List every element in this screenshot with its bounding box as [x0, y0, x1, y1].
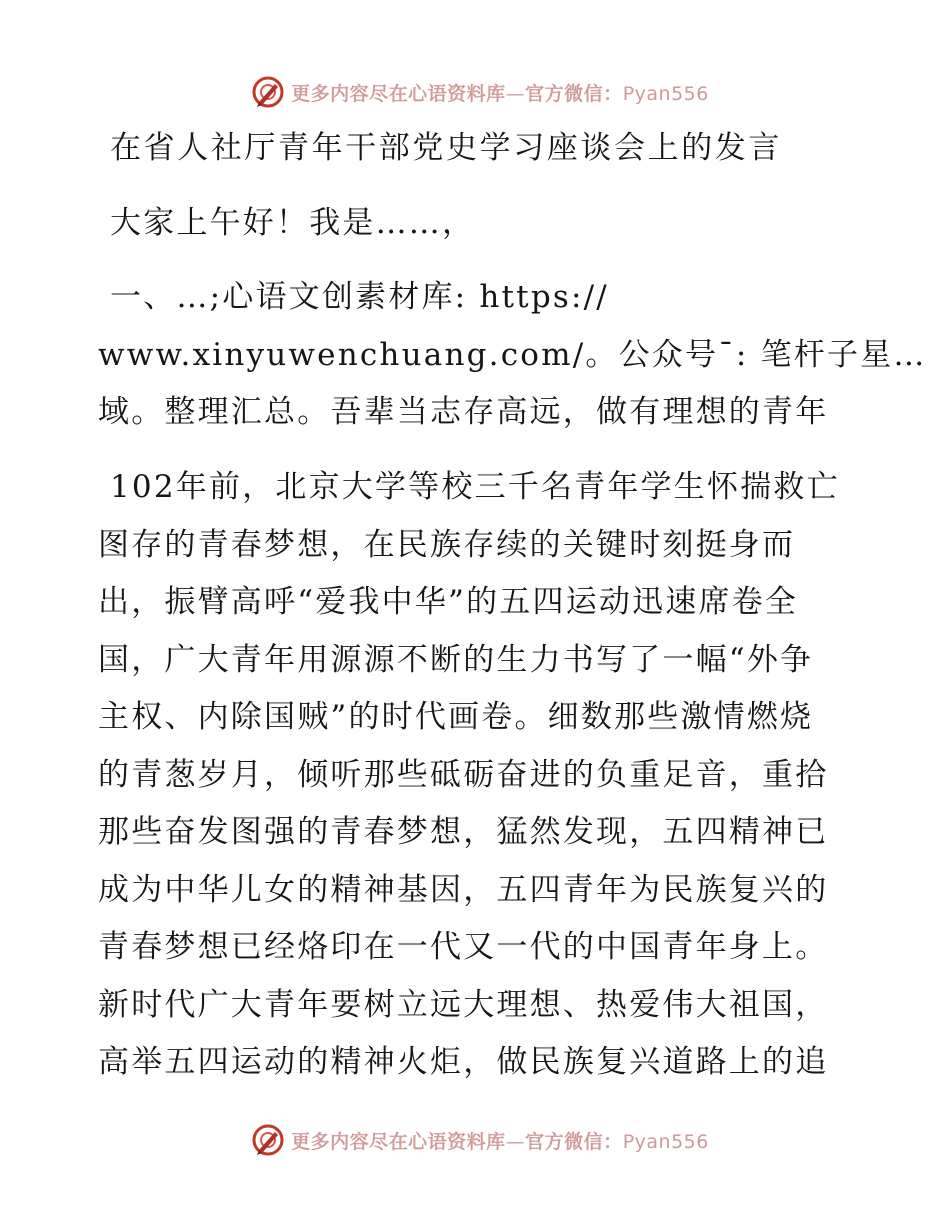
- body-line-1: 一、…;心语文创素材库: https://: [110, 279, 609, 315]
- header-banner-wechat-id: Pyan556: [622, 82, 709, 105]
- footer-banner-text: [291, 1127, 709, 1154]
- body-line-4: 102年前，北京大学等校三千名青年学生怀揣救亡: [110, 469, 840, 505]
- body-line-12: 青春梦想已经烙印在一代又一代的中国青年身上。: [98, 929, 829, 965]
- body-line-13: 新时代广大青年要树立远大理想、热爱伟大祖国，: [98, 987, 829, 1023]
- body-line-6: 出，振臂高呼“爱我中华”的五四运动迅速席卷全: [98, 584, 799, 620]
- body-line-10: 那些奋发图强的青春梦想，猛然发现，五四精神已: [98, 814, 829, 850]
- header-banner-dash: —: [505, 82, 526, 105]
- body-line-8: 主权、内除国贼”的时代画卷。细数那些激情燃烧: [98, 699, 814, 735]
- footer-banner-dash: —: [505, 1130, 526, 1153]
- body-line-7: 国，广大青年用源源不断的生力书写了一幅“外争: [98, 642, 814, 678]
- document-title: 在省人社厅青年干部党史学习座谈会上的发言: [110, 130, 782, 166]
- body-line-3: 域。整理汇总。吾辈当志存高远，做有理想的青年: [98, 394, 829, 430]
- footer-banner: [0, 1120, 950, 1160]
- greeting-line: 大家上午好！我是……，: [110, 205, 476, 241]
- header-banner: [0, 72, 950, 112]
- body-line-11: 成为中华儿女的精神基因，五四青年为民族复兴的: [98, 872, 829, 908]
- pen-logo-icon: [251, 75, 285, 109]
- footer-banner-official: 官方微信：: [525, 1130, 623, 1153]
- header-banner-official: 官方微信：: [525, 82, 623, 105]
- footer-banner-wechat-id: Pyan556: [622, 1130, 709, 1153]
- footer-banner-content: [251, 1123, 709, 1157]
- body-line-9: 的青葱岁月，倾听那些砥砺奋进的负重足音，重拾: [98, 757, 829, 793]
- pen-logo-icon: [251, 1123, 285, 1157]
- header-banner-main: 更多内容尽在心语资料库: [291, 82, 506, 105]
- body-line-5: 图存的青春梦想，在民族存续的关键时刻挺身而: [98, 527, 796, 563]
- body-line-2: www.xinyuwenchuang.com/。公众号¯: 笔杆子星…: [98, 337, 927, 373]
- header-banner-content: [251, 75, 709, 109]
- body-line-14: 高举五四运动的精神火炬，做民族复兴道路上的追: [98, 1044, 829, 1080]
- footer-banner-main: 更多内容尽在心语资料库: [291, 1130, 506, 1153]
- header-banner-text: [291, 79, 709, 106]
